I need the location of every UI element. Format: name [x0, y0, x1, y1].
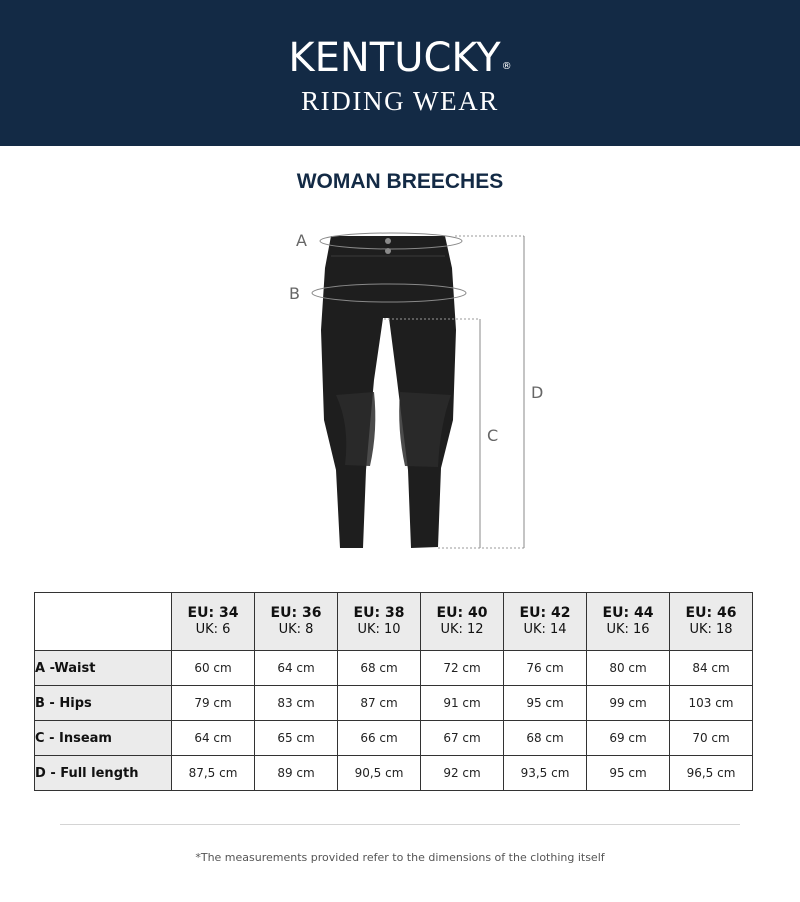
table-cell: 69 cm — [587, 721, 670, 756]
table-row-inseam — [35, 721, 753, 756]
size-header-36 — [255, 593, 338, 651]
size-header-44 — [587, 593, 670, 651]
table-cell: 92 cm — [421, 756, 504, 791]
uk-size: UK: 14 — [523, 622, 567, 637]
row-label: A -Waist — [35, 651, 172, 686]
table-cell: 64 cm — [255, 651, 338, 686]
label-c: C — [487, 426, 499, 445]
table-cell: 66 cm — [338, 721, 421, 756]
brand-subtitle: RIDING WEAR — [301, 86, 499, 116]
table-cell: 84 cm — [670, 651, 753, 686]
row-label: C - Inseam — [35, 721, 172, 756]
eu-size: EU: 34 — [187, 605, 239, 621]
uk-size: UK: 8 — [278, 622, 314, 637]
size-header-46 — [670, 593, 753, 651]
uk-size: UK: 6 — [195, 622, 231, 637]
button-top — [385, 238, 391, 244]
uk-size: UK: 16 — [606, 622, 650, 637]
table-cell: 60 cm — [172, 651, 255, 686]
table-cell: 80 cm — [587, 651, 670, 686]
divider — [60, 824, 740, 825]
table-cell: 70 cm — [670, 721, 753, 756]
table-cell: 76 cm — [504, 651, 587, 686]
table-cell: 67 cm — [421, 721, 504, 756]
table-cell: 90,5 cm — [338, 756, 421, 791]
breeches-illustration — [321, 236, 456, 548]
table-cell: 95 cm — [504, 686, 587, 721]
row-label: B - Hips — [35, 686, 172, 721]
eu-size: EU: 40 — [436, 605, 488, 621]
table-row-waist — [35, 651, 753, 686]
table-cell: 96,5 cm — [670, 756, 753, 791]
eu-size: EU: 46 — [685, 605, 737, 621]
table-cell: 87 cm — [338, 686, 421, 721]
table-cell: 79 cm — [172, 686, 255, 721]
size-chart-table — [34, 592, 753, 791]
table-cell: 68 cm — [504, 721, 587, 756]
uk-size: UK: 18 — [689, 622, 733, 637]
table-row-hips — [35, 686, 753, 721]
footnote: *The measurements provided refer to the dimensions of the clothing itself — [195, 851, 605, 864]
eu-size: EU: 44 — [602, 605, 654, 621]
table-row-full-length — [35, 756, 753, 791]
uk-size: UK: 12 — [440, 622, 484, 637]
eu-size: EU: 38 — [353, 605, 405, 621]
size-header-row — [35, 593, 753, 651]
size-header-40 — [421, 593, 504, 651]
page-title: WOMAN BREECHES — [296, 170, 504, 193]
table-cell: 83 cm — [255, 686, 338, 721]
table-cell: 72 cm — [421, 651, 504, 686]
table-cell: 91 cm — [421, 686, 504, 721]
table-cell: 65 cm — [255, 721, 338, 756]
table-cell: 103 cm — [670, 686, 753, 721]
brand-name: KENTUCKY — [288, 35, 501, 81]
table-cell: 68 cm — [338, 651, 421, 686]
label-d: D — [531, 383, 544, 402]
table-cell: 95 cm — [587, 756, 670, 791]
row-label: D - Full length — [35, 756, 172, 791]
table-cell: 64 cm — [172, 721, 255, 756]
label-b: B — [289, 284, 300, 303]
uk-size: UK: 10 — [357, 622, 401, 637]
size-header-38 — [338, 593, 421, 651]
table-cell: 99 cm — [587, 686, 670, 721]
eu-size: EU: 36 — [270, 605, 322, 621]
eu-size: EU: 42 — [519, 605, 571, 621]
registered-mark: ® — [501, 61, 512, 72]
corner-cell — [35, 593, 172, 651]
table-cell: 93,5 cm — [504, 756, 587, 791]
label-a: A — [296, 231, 307, 250]
table-cell: 89 cm — [255, 756, 338, 791]
size-header-42 — [504, 593, 587, 651]
size-header-34 — [172, 593, 255, 651]
table-cell: 87,5 cm — [172, 756, 255, 791]
